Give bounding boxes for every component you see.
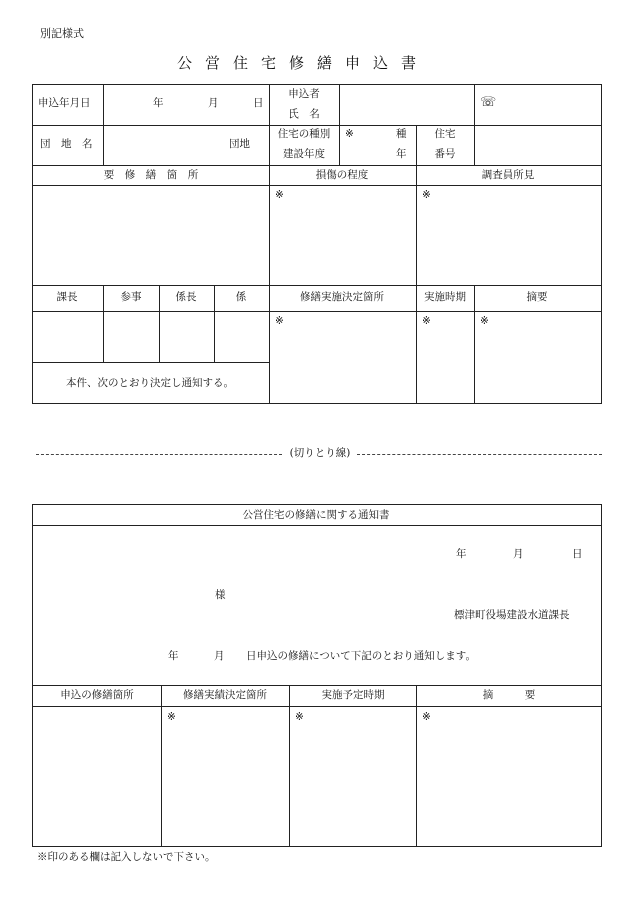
application-day-field[interactable]: 日 [253, 97, 264, 109]
repair-location-header: 要 修 繕 箇 所 [103, 169, 199, 181]
issuer-name: 標津町役場建設水道課長 [454, 609, 570, 621]
year-suffix: 年 [396, 148, 407, 160]
cut-line-right [357, 454, 602, 455]
construction-year-label: 建設年度 [283, 148, 325, 160]
notice-period-staff-mark: ※ [295, 711, 304, 723]
house-number-label: 番号 [434, 148, 456, 160]
approval-staff: 係 [235, 291, 247, 303]
approval-section-chief: 課長 [56, 291, 78, 303]
approval-councilor: 参事 [120, 291, 142, 303]
applicant-name-label: 氏 名 [288, 108, 320, 120]
body-year: 年 [168, 650, 179, 662]
attachment-label: 別記様式 [40, 27, 84, 40]
housing-type-label: 住宅の種別 [277, 128, 331, 140]
repair-location-field[interactable] [34, 187, 267, 283]
implementation-period-header: 実施時期 [424, 291, 466, 303]
inspector-opinion-header: 調査員所見 [481, 169, 535, 181]
notice-decided-staff-mark: ※ [167, 711, 176, 723]
notice-year: 年 [456, 548, 467, 560]
phone-icon: ☏ [480, 95, 497, 110]
cut-line-left [36, 454, 282, 455]
approval-subsection-chief: 係長 [175, 291, 197, 303]
cut-line-label: (切りとり線) [289, 447, 351, 459]
notice-month: 月 [513, 548, 524, 560]
type-suffix: 種 [396, 128, 407, 140]
decided-location-staff-mark: ※ [275, 315, 284, 327]
form-title: 公営住宅修繕申込書 [176, 54, 430, 72]
staff-only-mark: ※ [345, 128, 354, 140]
notice-requested-location-field[interactable] [34, 708, 159, 845]
decision-note: 本件、次のとおり決定し通知する。 [66, 377, 234, 389]
notice-col-summary: 摘 要 [482, 689, 536, 701]
application-year-field[interactable]: 年 [153, 97, 164, 109]
body-month: 月 [214, 650, 225, 662]
house-label: 住宅 [434, 128, 456, 140]
summary-staff-mark: ※ [480, 315, 489, 327]
applicant-label: 申込者 [288, 88, 320, 100]
recipient-honorific: 様 [215, 589, 226, 601]
decided-location-header: 修繕実施決定箇所 [300, 291, 384, 303]
notice-title: 公営住宅の修繕に関する通知書 [242, 509, 390, 521]
notice-col-decided-location: 修繕実績決定箇所 [183, 689, 267, 701]
complex-name-label: 団 地 名 [40, 138, 93, 150]
application-month-field[interactable]: 月 [208, 97, 219, 109]
application-date-label: 申込年月日 [38, 97, 91, 109]
summary-header: 摘要 [526, 291, 548, 303]
damage-staff-mark: ※ [275, 189, 284, 201]
applicant-name-field[interactable] [341, 86, 472, 123]
notice-col-requested-location: 申込の修繕箇所 [60, 689, 134, 701]
damage-degree-header: 損傷の程度 [315, 169, 369, 181]
notice-summary-staff-mark: ※ [422, 711, 431, 723]
footnote: ※印のある欄は記入しないで下さい。 [37, 851, 216, 863]
notice-day: 日 [572, 548, 583, 560]
notice-body-text: 日申込の修繕について下記のとおり通知します。 [246, 650, 476, 662]
complex-suffix: 団地 [229, 138, 250, 150]
implementation-staff-mark: ※ [422, 315, 431, 327]
notice-col-scheduled-period: 実施予定時期 [321, 689, 385, 701]
inspector-staff-mark: ※ [422, 189, 431, 201]
